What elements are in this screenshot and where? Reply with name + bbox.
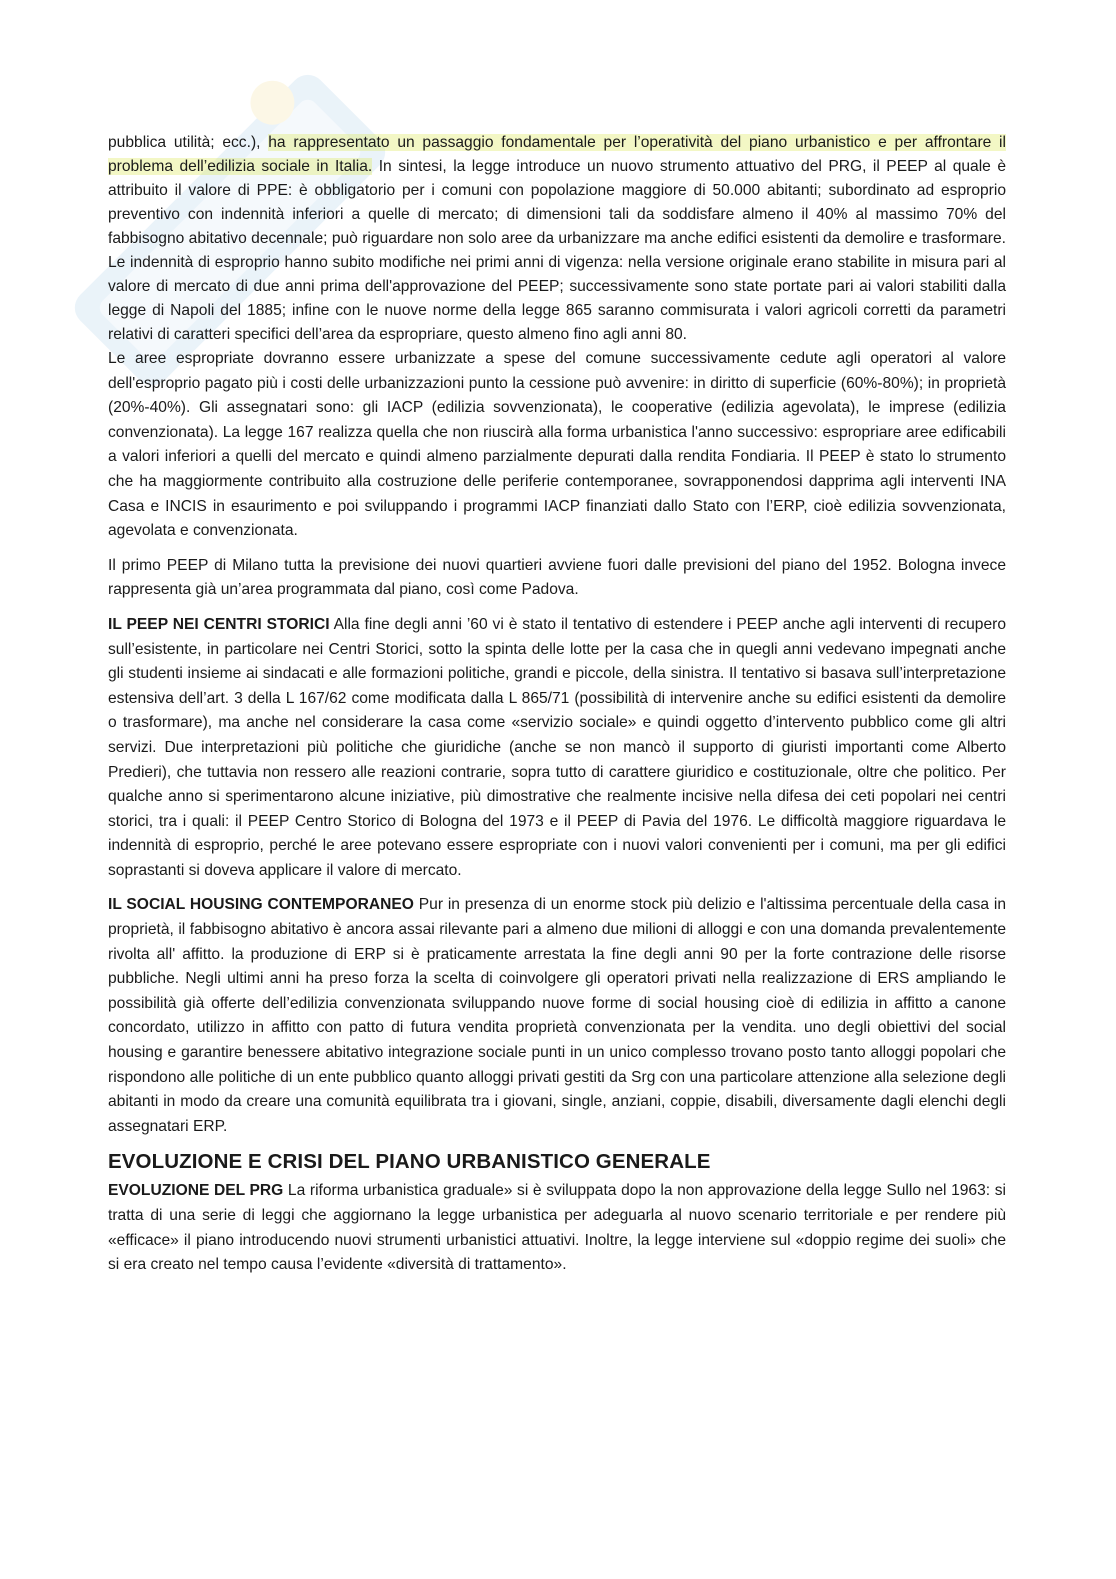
paragraph-peep-law [108,131,1006,347]
section-heading: EVOLUZIONE E CRISI DEL PIANO URBANISTICO GENERALE [108,1150,711,1174]
paragraph-peep-historic-centres [108,613,1006,884]
paragraph-body: Alla fine degli anni ’60 vi è stato il tentativo di estendere i PEEP anche agli interventi di recupero sull’esistente, in particolare nei Centri Storici, sotto la spinta delle lotte per la casa che in quegli anni vedevano impegnati anche gli studenti insieme ai sindacati e alle formazioni politiche, grandi e piccole, della sinistra. Il tentativo si basava sull’interpretazione estensiva dell’art. 3 della L 167/62 come modificata dalla L 865/71 (possibilità di intervenire anche su edifici esistenti da demolire o trasformare), ma anche nel considerare la casa come «servizio sociale» e quindi oggetto d’intervento pubblico come gli altri servizi. Due interpretazioni più politiche che giuridiche (anche se non mancò il supporto di giuristi importanti come Alberto Predieri), che tuttavia non ressero alle reazioni contrarie, sopra tutto di carattere giuridico e costituzionale, oltre che politico. Per qualche anno si sperimentarono alcune iniziative, più dimostrative che realmente incisive nella difesa dei ceti popolari nei centri storici, tra i quali: il PEEP Centro Storico di Bologna del 1973 e il PEEP di Pavia del 1976. Le difficoltà maggiore riguardava le indennità di esproprio, perché le aree potevano essere espropriate con i nuovi valori convenienti per i comuni, ma per gli edifici soprastanti si doveva applicare il valore di mercato. [108,615,1006,879]
paragraph-expropriated-areas: Le aree espropriate dovranno essere urbanizzate a spese del comune successivamente cedute agli operatori al valore dell'esproprio pagato più i costi delle urbanizzazioni punto la cessione può avvenire: in diritto di superficie (60%-80%); in proprietà (20%-40%). Gli assegnatari sono: gli IACP (edilizia sovvenzionata), le cooperative (edilizia agevolata), le imprese (edilizia convenzionata). La legge 167 realizza quella che non riuscirà alla forma urbanistica l'anno successivo: espropriare aree edificabili a valori inferiori a quelli del mercato e quindi almeno parzialmente depurati dalla rendita Fondiaria. Il PEEP è stato lo strumento che ha maggiormente contribuito alla costruzione delle periferie contemporanee, sovrapponendosi dapprima agli interventi INA Casa e INCIS in esaurimento e poi sviluppando i programmi IACP finanziati dallo Stato con l’ERP, cioè edilizia sovvenzionata, agevolata e convenzionata. [108,350,1006,540]
document-page [108,131,1006,1288]
paragraph-text-start: pubblica utilità; ecc.), [108,134,269,151]
paragraph-body: La riforma urbanistica graduale» si è sviluppata dopo la non approvazione della legge Sullo nel 1963: si tratta di una serie di leggi che aggiornano la legge urbanistica per adeguarla al nuovo scenario territoriale e per rendere più «efficace» il piano introducendo nuovi strumenti urbanistici attuativi. Inoltre, la legge interviene sul «doppio regime dei suoli» che si era creato nel tempo causa l’evidente «diversità di trattamento». [108,1182,1006,1274]
paragraph-body: Pur in presenza di un enorme stock più delizio e l'altissima percentuale della casa in proprietà, il fabbisogno abitativo è ancora assai rilevante pari a almeno due milioni di alloggi e con una domanda prevalentemente rivolta all' affitto. la produzione di ERP si è praticamente arrestata la fine degli anni 90 per la forte contrazione delle risorse pubbliche. Negli ultimi anni ha preso forza la scelta di coinvolgere gli operatori privati nella realizzazione di ERS ampliando le possibilità già offerte dell’edilizia convenzionata sviluppando nuove forme di social housing cioè di edilizia in affitto a canone concordato, utilizzo in affitto con patto di futura vendita proprietà convenzionata per la vendita. uno degli obiettivi del social housing e garantire benessere abitativo integrazione sociale punti in un unico complesso trovano posto tanto alloggi popolari che rispondono alle politiche di un ente pubblico quanto alloggi privati gestiti da Srg con una particolare attenzione alla selezione degli abitanti in modo da creare una comunità equilibrata tra i giovani, single, anziani, coppie, disabili, diversamente dagli elenchi degli assegnatari ERP. [108,896,1007,1135]
run-in-heading-prg-evolution: EVOLUZIONE DEL PRG [108,1182,284,1200]
paragraph-prg-evolution [108,1179,1006,1277]
paragraph-text-end: In sintesi, la legge introduce un nuovo strumento attuativo del PRG, il PEEP al quale è attribuito il valore di PPE: è obbligatorio per i comuni con popolazione maggiore di 50.000 abitanti; subordinato ad esproprio preventivo con indennità inferiori a quelle di mercato; di dimensioni tali da soddisfare almeno il 40% al massimo 70% del fabbisogno abitativo decennale; può riguardare non solo aree da urbanizzare ma anche edifici esistenti da demolire e trasformare. Le indennità di esproprio hanno subito modifiche nei primi anni di vigenza: nella versione originale erano stabilite in misura pari al valore di mercato di due anni prima dell'approvazione del PEEP; successivamente sono state portate pari ai valori stabiliti dalla legge di Napoli del 1885; infine con le nuove norme della legge 865 saranno commisurata i valori agricoli corretti da parametri relativi di caratteri specifici dell’area da espropriare, questo almeno fino agli anni 80. [108,158,1006,343]
highlighted-text: ha rappresentato un passaggio fondamentale per l’operatività del piano urbanistico e per affrontare il problema dell’edilizia sociale in Italia. [108,134,1006,175]
run-in-heading-peep-historic-centres: IL PEEP NEI CENTRI STORICI [108,615,330,633]
paragraph-milan-bologna: Il primo PEEP di Milano tutta la previsione dei nuovi quartieri avviene fuori dalle previsioni del piano del 1952. Bologna invece rappresenta già un’area programmata dal piano, così come Padova. [108,556,1006,599]
run-in-heading-social-housing: IL SOCIAL HOUSING CONTEMPORANEO [108,896,414,914]
paragraph-social-housing [108,893,1006,1139]
